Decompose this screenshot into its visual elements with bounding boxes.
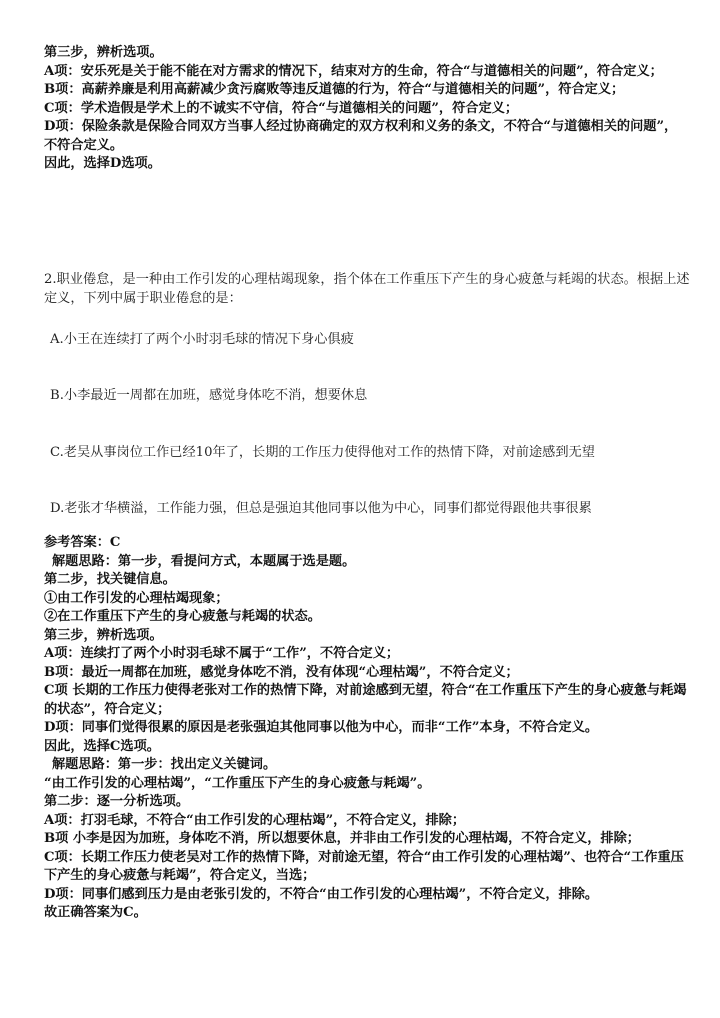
option-analysis-c: C项：学术造假是学术上的不诚实不守信，符合“与道德相关的问题”，符合定义； — [44, 100, 519, 116]
analysis-c: C项 长期的工作压力使得老张对工作的热情下降，对前途感到无望，符合“在工作重压下产生的身心疲惫与耗竭的状态”，符合定义； — [44, 683, 687, 717]
alt-solution-step-1: 解题思路：第一步：找出定义关键词。 — [52, 757, 277, 772]
analysis-a: A项：连续打了两个小时羽毛球不属于“工作”，不符合定义； — [44, 646, 400, 661]
question-text: 2.职业倦怠，是一种由工作引发的心理枯竭现象，指个体在工作重压下产生的身心疲惫与耗竭的状态。根据上述定义，下列中属于职业倦怠的是： — [44, 272, 690, 306]
answer-explanation — [44, 534, 692, 923]
alt-analysis-a: A项：打羽毛球，不符合“由工作引发的心理枯竭”，不符合定义，排除； — [44, 812, 466, 828]
alt-analysis-c: C项：长期工作压力使老吴对工作的热情下降，对前途无望，符合“由工作引发的心理枯竭”、也符合“工作重压下产生的身心疲惫与耗竭”，符合定义，当选； — [44, 849, 684, 883]
reference-answer: 参考答案：C — [44, 535, 121, 550]
option-d: D.老张才华横溢，工作能力强，但总是强迫其他同事以他为中心，同事们都觉得跟他共事很累 — [50, 501, 592, 516]
definition-keywords: “由工作引发的心理枯竭”，“工作重压下产生的身心疲惫与耗竭”。 — [44, 775, 431, 791]
alt-solution-step-2: 第二步：逐一分析选项。 — [44, 794, 190, 809]
previous-explanation — [44, 44, 684, 174]
option-a: A.小王在连续打了两个小时羽毛球的情况下身心俱疲 — [50, 332, 354, 347]
answer-conclusion: 因此，选择C选项。 — [44, 738, 160, 754]
alt-analysis-b: B项 小李是因为加班，身体吃不消，所以想要休息，并非由工作引发的心理枯竭，不符合定义，排除； — [44, 831, 640, 846]
analysis-d: D项：同事们觉得很累的原因是老张强迫其他同事以他为中心，而非“工作”本身，不符合定义。 — [44, 720, 599, 735]
solution-step-2: 第二步，找关键信息。 — [44, 572, 176, 587]
key-info-1: ①由工作引发的心理枯竭现象； — [44, 590, 229, 606]
option-c: C.老吴从事岗位工作已经10年了，长期的工作压力使得他对工作的热情下降，对前途感到无望 — [50, 445, 595, 460]
conclusion: 因此，选择D选项。 — [44, 156, 161, 171]
solution-step-3: 第三步，辨析选项。 — [44, 627, 163, 643]
option-analysis-d: D项：保险条款是保险合同双方当事人经过协商确定的双方权利和义务的条文，不符合“与道德相关的问题”，不符合定义。 — [44, 119, 678, 153]
option-analysis-b: B项：高薪养廉是利用高薪减少贪污腐败等违反道德的行为，符合“与道德相关的问题”，符合定义； — [44, 82, 625, 97]
alt-analysis-d: D项：同事们感到压力是由老张引发的，不符合“由工作引发的心理枯竭”，不符合定义，排除。 — [44, 886, 599, 902]
option-b: B.小李最近一周都在加班，感觉身体吃不消，想要休息 — [50, 388, 368, 403]
step-heading: 第三步，辨析选项。 — [44, 45, 163, 60]
key-info-2: ②在工作重压下产生的身心疲惫与耗竭的状态。 — [44, 609, 321, 624]
option-analysis-a: A项：安乐死是关于能不能在对方需求的情况下，结束对方的生命，符合“与道德相关的问题”，符合定义； — [44, 63, 663, 79]
question-stem — [44, 270, 692, 308]
analysis-b: B项：最近一周都在加班，感觉身体吃不消，没有体现“心理枯竭”，不符合定义； — [44, 664, 519, 680]
final-answer: 故正确答案为C。 — [44, 905, 147, 920]
solution-step-1: 解题思路：第一步，看提问方式，本题属于选是题。 — [52, 553, 356, 569]
